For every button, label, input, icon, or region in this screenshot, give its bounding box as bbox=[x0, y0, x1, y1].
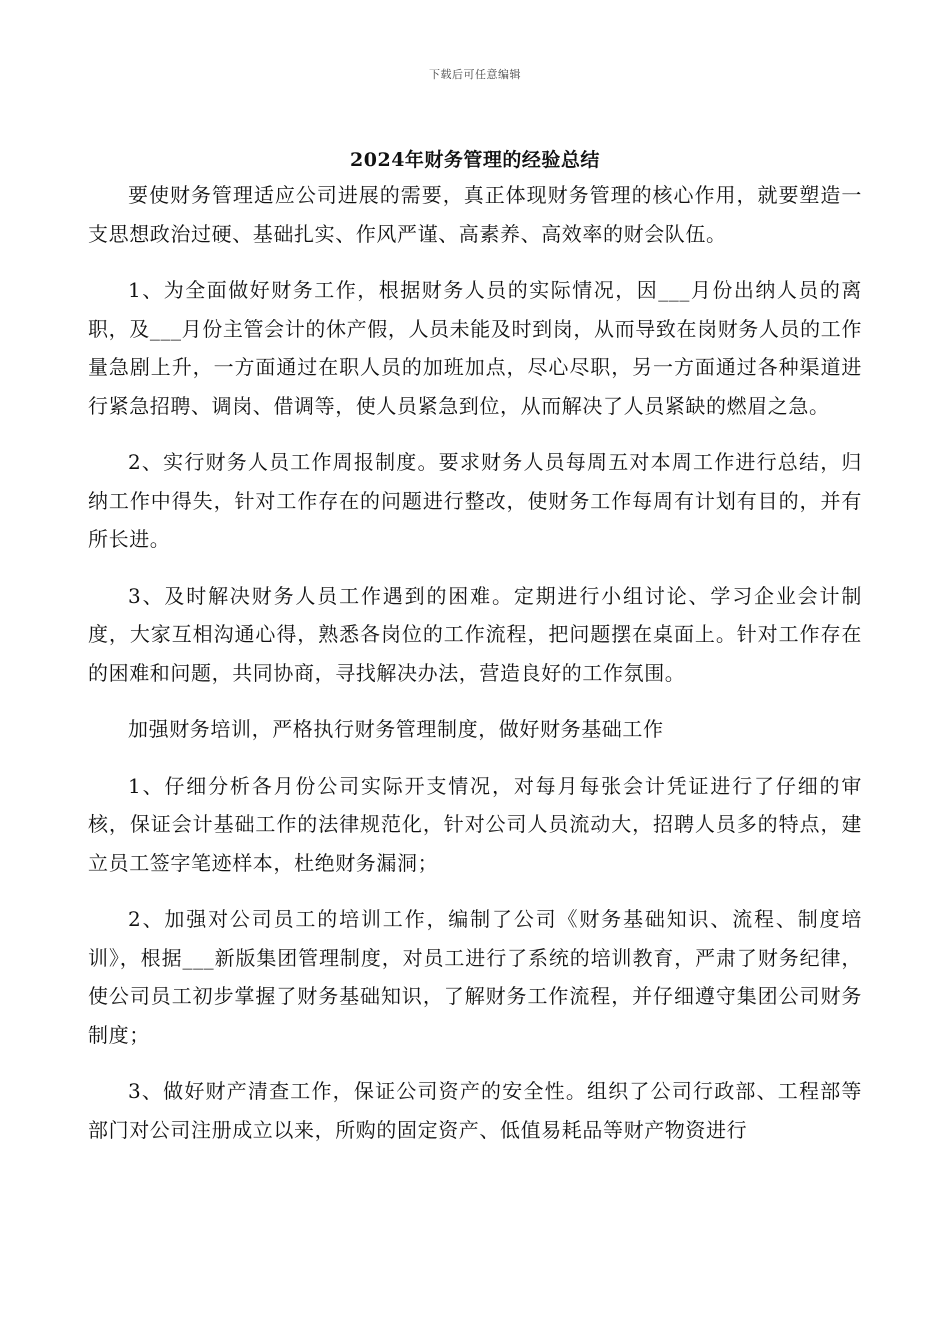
header-note: 下载后可任意编辑 bbox=[429, 68, 521, 81]
paragraph-staff-training: 2、加强对公司员工的培训工作，编制了公司《财务基础知识、流程、制度培训》，根据___新版集团管理制度，对员工进行了系统的培训教育，严肃了财务纪律，使公司员工初步掌握了财务基础知识，了解财务工作流程，并仔细遵守集团公司财务制度； bbox=[88, 907, 862, 1047]
document-body bbox=[88, 176, 862, 1167]
paragraph-asset-inventory: 3、做好财产清查工作，保证公司资产的安全性。组织了公司行政部、工程部等部门对公司注册成立以来，所购的固定资产、低值易耗品等财产物资进行 bbox=[88, 1079, 862, 1142]
document-title: 2024年财务管理的经验总结 bbox=[350, 149, 600, 171]
section-heading-training: 加强财务培训，严格执行财务管理制度，做好财务基础工作 bbox=[128, 717, 664, 741]
paragraph-solve-difficulties: 3、及时解决财务人员工作遇到的困难。定期进行小组讨论、学习企业会计制度，大家互相沟通心得，熟悉各岗位的工作流程，把问题摆在桌面上。针对工作存在的困难和问题，共同协商，寻找解决办法，营造良好的工作氛围。 bbox=[88, 583, 862, 685]
paragraph-weekly-report: 2、实行财务人员工作周报制度。要求财务人员每周五对本周工作进行总结，归纳工作中得失，针对工作存在的问题进行整改，使财务工作每周有计划有目的，并有所长进。 bbox=[88, 450, 862, 551]
paragraph-intro: 要使财务管理适应公司进展的需要，真正体现财务管理的核心作用，就要塑造一支思想政治过硬、基础扎实、作风严谨、高素养、高效率的财会队伍。 bbox=[88, 183, 862, 246]
paragraph-staffing: 1、为全面做好财务工作，根据财务人员的实际情况，因___月份出纳人员的离职，及___月份主管会计的休产假，人员未能及时到岗，从而导致在岗财务人员的工作量急剧上升，一方面通过在职人员的加班加点，尽心尽职，另一方面通过各种渠道进行紧急招聘、调岗、借调等，使人员紧急到位，从而解决了人员紧缺的燃眉之急。 bbox=[88, 278, 862, 418]
paragraph-expense-review: 1、仔细分析各月份公司实际开支情况，对每月每张会计凭证进行了仔细的审核，保证会计基础工作的法律规范化，针对公司人员流动大，招聘人员多的特点，建立员工签字笔迹样本，杜绝财务漏洞； bbox=[88, 773, 862, 875]
